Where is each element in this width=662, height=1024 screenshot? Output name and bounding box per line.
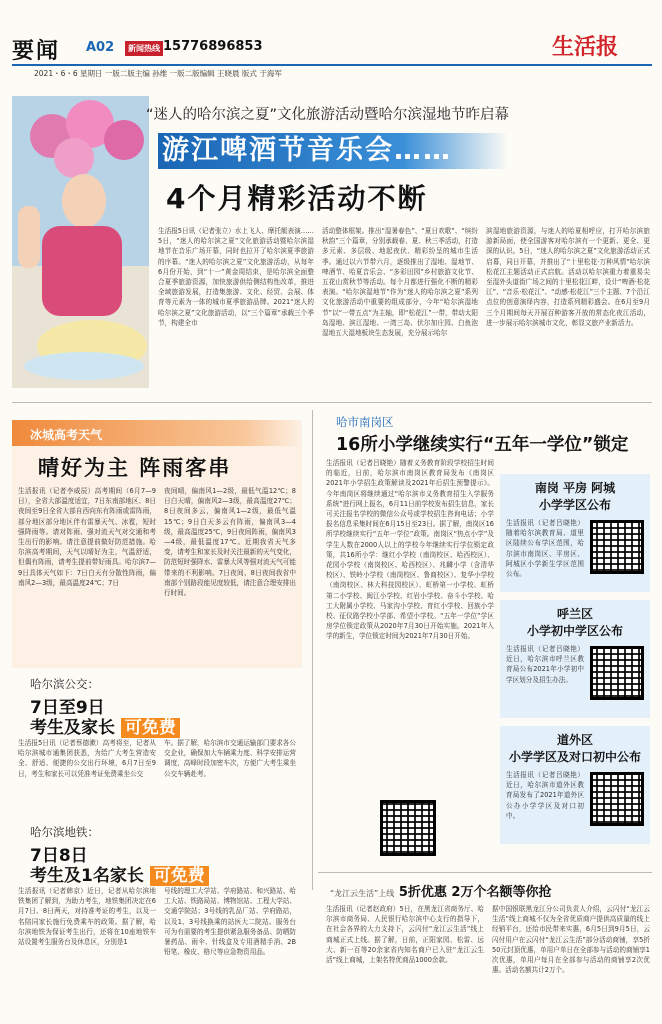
metro-headline-dates: 7日8日 (30, 846, 88, 866)
app-col-2: 据中国银联黑龙江分公司负责人介绍，云闪付“龙江云生活”线上商城不仅为全省优质商户提供高质量的线上经销平台，还给市民带来实惠，6月5日到9月5日，云闪付用户在云闪付“龙江云生活”部分活动商铺，享5折50元封顶优惠，单用户单日在全部参与活动的商铺享1次优惠，单用户每月在全部参与活动的商铺享2次优惠。活动名额共计2万个。 (492, 905, 650, 975)
district-text-3: 生活报讯（记者吕晓艳）近日，哈尔滨市道外区教育局发布了2021年道外区公办小学学区及对口初中。 (506, 771, 584, 820)
feature-col-1: 生活报5日讯（记者张立）水上飞人、摩托艇表演……5日，“迷人的哈尔滨之夏”文化旅游活动暨哈尔滨湿地节在音乐广场开幕，同时也拉开了哈尔滨夏季旅游的序幕。“迷人的哈尔滨之夏”文化旅游活动，从每年6月份开始，到“十一”黄金周结束，是哈尔滨全面整合夏季旅游资源，加快旅游供给侧结构性改革，推进全域旅游发展，打造集旅游、文化、经贸、会展、体育等元素为一体的城市夏季旅游品牌。2021“迷人的哈尔滨之夏”文化旅游活动，以“三个篇章”承载三个季节，构建全市 (158, 227, 314, 327)
bus-col-2: 车。据了解，哈尔滨市交通运输部门要求各公交企业，确保加大车辆乘力度、科学安排运营调度，高峰时段加密车次，方便广大考生乘坐公交车辆赴考。 (164, 739, 296, 778)
qr-code (590, 772, 644, 826)
feature-col-2: 活动整体框架。推出“湿暑春色”、“夏日欢歌”、“缤纷秋韵”三个篇章，分别承载春、夏、秋三季活动，打造多元素、多层级、地起夜伏、精彩纷呈的城市生活季。通过以六节带六月，逐级推出了湿地、湿地节、啤酒节、哈夏音乐会、“多彩田园”乡村旅游文化节、五花山赏秋节等活动。每个月都进行强化不断的精彩表演。“哈尔滨湿地节”作为“迷人的哈尔滨之夏”系列文化旅游活动中重要的组成部分，今年“哈尔滨湿地节”以“一带五点”为主轴，即“松花江”一带，带动太阳岛湿地、滨江湿地、一湾三岛、伏尔加庄园、白鱼泡湿地五大湿地板块生态发展，充分展示哈尔 (322, 227, 478, 338)
feature-col-3: 滨湿地旅游资源，与迷人的哈夏相呼应，打开哈尔滨旅游新局面，使全国游客对哈尔滨有一个更新、更全、更深的认识。5日，“迷人的哈尔滨之夏”文化旅游活动正式启幕，同日开幕，并推出了“十里松花·万种风情”哈尔滨松花江主题活动正式启航。活动以哈尔滨重力着重易尖至湿外头道街广场之间的十里松花江畔，设计“啤酒·松花江”、“音乐·松花江”、“动感·松花江”三个主题、7个沿江点位的创意演绎内容，打造系列精彩盛会。在6月至9月三个月期间每天开展百种游客开放的常态化夜江活动，进一步展示哈尔滨城市文化，彰显文旅产业新活力。 (486, 227, 650, 327)
district-title-2: 呼兰区 (556, 607, 593, 621)
app-headline-text: 5折优惠 2万个名额等你抢 (398, 885, 552, 900)
newspaper-logo: 生活报 (552, 34, 619, 60)
metro-headline-text: 考生及1名家长 (30, 866, 144, 886)
bus-headline-dates: 7日至9日 (30, 698, 105, 718)
hotline-label: 新闻热线 (125, 41, 163, 56)
performer-photo (12, 96, 149, 388)
bus-kicker: 哈尔滨公交： (30, 677, 99, 691)
bus-headline (30, 713, 180, 738)
bus-headline-text: 考生及家长 (30, 718, 115, 738)
hotline-number: 15776896853 (163, 39, 263, 54)
district-subtitle-2: 小学初中学区公布 (526, 624, 623, 638)
metro-free-badge: 可免费 (150, 866, 209, 886)
weather-headline: 晴好为主 阵雨客串 (38, 456, 232, 480)
district-text-1: 生活报讯（记者吕晓艳）随着哈尔滨教育局、道里区陆续公布学区范围，哈尔滨市南岗区、平房区、阿城区小学新生学区范围公布。 (506, 519, 584, 579)
metro-headline (30, 861, 209, 886)
section-divider (318, 872, 652, 873)
qr-code (590, 646, 644, 700)
metro-col-2: 号线的理工大学站、学府路站、和兴路站、哈工大站、铁路局站、博物馆站、工程大学站、交通学院站；3号线的乳品厂站、学府路站，以及1、3号线换乘的站医大二院站。服务台可为有需要的考生提供紧急服务备品、防晒防暑药品、雨伞、针线盒及专用酒精手消、2B铅笔、橡皮、格尺等应急物资用品。 (164, 887, 296, 957)
weather-tag: 冰城高考天气 (30, 428, 103, 442)
district-title-3: 道外区 (556, 733, 593, 747)
masthead-rule (12, 64, 652, 66)
schools-kicker: 哈市南岗区 (336, 415, 394, 429)
district-box-nangang (500, 474, 650, 592)
district-box-daowai (500, 726, 650, 844)
feature-kicker: “迷人的哈尔滨之夏”文化旅游活动暨哈尔滨湿地节昨启幕 (146, 107, 510, 123)
feature-headline-sub: 4个月精彩活动不断 (166, 182, 428, 215)
qr-code (380, 800, 436, 856)
section-title: 要闻 (12, 39, 61, 64)
qr-code (590, 520, 644, 574)
app-col-1: 生活报讯（记者赵政府）5日，在黑龙江省商务厅、哈尔滨市商务局、人民银行哈尔滨中心支行的指导下，在社会各界的大力支持下，云闪付“龙江云生活”线上商城正式上线。据了解，日前，正阳家园、松雷、远大、新一百等20余家省内知名商户已入驻“龙江云生活”线上商城，上架名特优商品1000余款。 (326, 905, 484, 965)
app-kicker: “龙江云生活”上线 (330, 889, 395, 898)
page-number: A02 (86, 40, 115, 55)
schools-headline: 16所小学继续实行“五年一学位”锁定 (336, 435, 629, 455)
district-box-hulan (500, 600, 650, 718)
district-subtitle-3: 小学学区及对口初中公布 (508, 750, 641, 764)
district-subtitle-1: 小学学区公布 (538, 498, 611, 512)
district-title-1: 南岗 平房 阿城 (534, 481, 616, 495)
metro-col-1: 生活报讯（记者韩京）近日，记者从哈尔滨地铁集团了解到，为助力考生，地铁集团决定在6月7日、8日两天，对持准考证的考生，以及一名陪同家长施行免费乘车的政策。据了解，哈尔滨地铁为保证考生出行，还将在10座地铁车站设置考生服务台及休息区，分别是1 (18, 887, 156, 947)
app-headline (330, 881, 551, 900)
feature-headline-main: 游江啤酒节音乐会…… (158, 133, 508, 169)
column-divider (312, 410, 313, 890)
dateline: 2021・6・6 星期日 一版二版主编 孙维 一版二版编辑 王晓晨 版式 于海军 (34, 69, 282, 78)
bus-col-1: 生活报5日讯（记者蔡德漱）高考将至，记者从哈尔滨城市通集团获悉，为给广大考生营造安全、舒适、便捷的公交出行环境，6月7日至9日，考生和家长可以凭准考证免费乘坐公交 (18, 739, 156, 778)
schools-col-1: 生活报讯（记者吕晓艳）随着义务教育阶段学校招生时间的临近，日前，哈尔滨市南岗区教育局发布《南岗区2021年小学招生政策解读及2021年后招生预警提示》。今年南岗区将继续通过“哈尔滨市义务教育招生入学服务系统”进行网上报名，6月11日前学校发布招生信息，家长可关注报名学校的微信公众号或学校招生咨询电话；小学报名信息采集时间在6月15日至23日。据了解，南岗区16所学校继续实行“五年一学位”政策。南岗区“热点小学”及学生人数在2000人以上的学校今年继续实行学位锁定政策，共16所小学：继红小学校（南岗校区、哈西校区）、花园小学校（南岗校区、哈西校区）、兆麟小学（含清华校区）、铁岭小学校（南岗校区、鲁商校区）、复华小学校（南岗校区、林大科技园校区）、虹桥第一小学校、虹桥第二小学校、闽江小学校、红岩小学校、奋斗小学校、哈工大附属小学校、马家沟小学校、育红小学校、回族小学校、征仪路学校小学部、希望小学校。“五年一学位”学区房学位锁定政策从2020年7月30日开始实施。2021年入学的新生，学位锁定时间为2021年7月30日开始。 (326, 459, 494, 641)
section-divider (12, 402, 652, 403)
metro-kicker: 哈尔滨地铁： (30, 825, 99, 839)
bus-free-badge: 可免费 (121, 718, 180, 738)
weather-col-2: 夜间晴，偏南风1—2级，最低气温12℃；8日白天晴，偏南风2—3级，最高温度27℃；8日夜间多云，偏南风1—2级，最低气温15℃；9日白天多云有阵雨，偏南风3—4级，最高温度25℃，9日夜间阵雨，偏南风3—4级，最低温度17℃。近期我省天气多变，请考生和家长及时关注最新的天气变化，防范短时强降水、雷暴大风等强对流天气可能带来的不利影响。7日夜间、8日夜间我省中南部个别路段能见度较低，请注意合理安排出行时间。 (164, 487, 296, 598)
weather-col-1: 生活报讯（记者李威辰）高考期间（6月7—9日），全省大部温度适宜，7日东南部地区、8日夜间至9日全省大部自西向东有阵雨或雷阵雨，部分地区部分地区伴有雷暴天气、冰雹，短时强降雨等。请对阵雨、强对流天气对交通和考生出行的影响。请注意提前做好防范措施。哈尔滨高考期间，天气以晴好为主，气温舒适，但偶有阵雨，请考生提前带好雨具。哈尔滨7—9日具体天气如下：7日白天有分散性阵雨，偏南风2—3级，最高温度24℃；7日 (18, 487, 156, 587)
district-text-2: 生活报讯（记者吕晓艳）近日，哈尔滨市呼兰区教育局公布2021年小学初中学区划分及招生办法。 (506, 645, 584, 684)
